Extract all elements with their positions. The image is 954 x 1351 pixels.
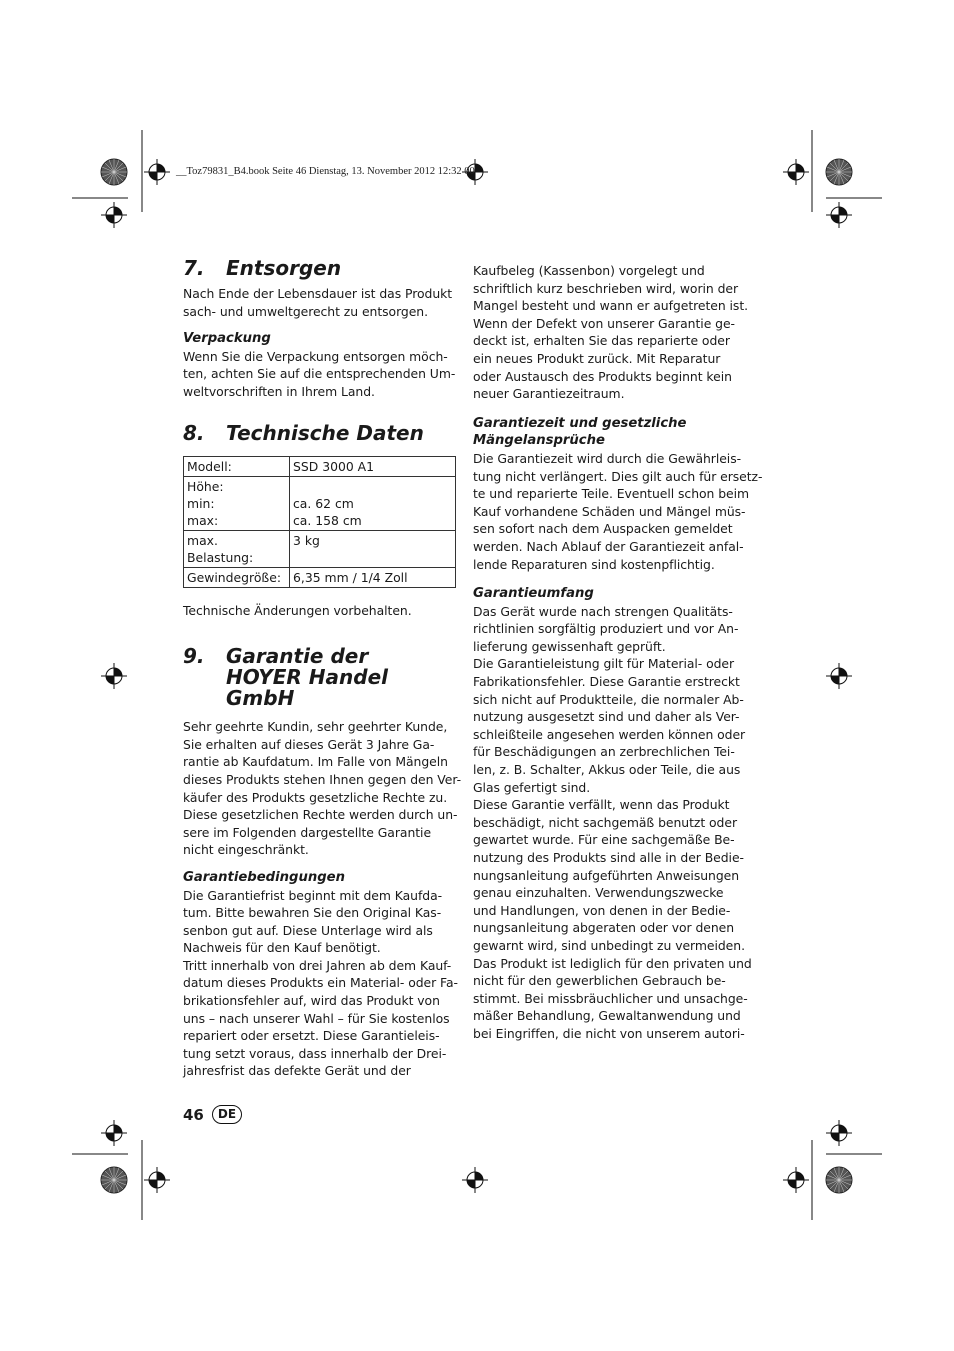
table-value: SSD 3000 A1 [290, 456, 456, 476]
page-number: 46 [183, 1105, 204, 1124]
text-line: Wenn Sie die Verpackung entsorgen möch- [183, 348, 448, 364]
section-7-heading [183, 258, 458, 279]
text-line: mäßer Behandlung, Gewaltanwendung und [473, 1008, 741, 1024]
key-line: max: [187, 512, 219, 528]
text-line: tum. Bitte bewahren Sie den Original Kas- [183, 905, 442, 921]
key-line: Höhe: [187, 478, 224, 494]
section-8-heading [183, 420, 458, 445]
text-line: brikationsfehler auf, wird das Produkt von [183, 993, 440, 1009]
text-line: lieferung gewissenhaft geprüft. [473, 638, 666, 654]
text-line: weltvorschriften in Ihrem Land. [183, 383, 375, 399]
text-line: uns – nach unserer Wahl – für Sie kostenlos [183, 1010, 450, 1026]
text-line: tung nicht verlängert. Dies gilt auch für ersetz- [473, 468, 763, 484]
text-line: ten, achten Sie auf die entsprechenden Um- [183, 366, 456, 382]
key-line: min: [187, 495, 215, 511]
table-key: Modell: [184, 456, 290, 476]
table-row [184, 567, 456, 587]
text-line: bei Eingriffen, die nicht von unserem autori- [473, 1025, 745, 1041]
text-line: Das Gerät wurde nach strengen Qualitäts- [473, 603, 733, 619]
table-row [184, 476, 456, 530]
text-line: te und reparierte Teile. Eventuell schon beim [473, 486, 750, 502]
text-line: oder Austausch des Produkts beginnt kein [473, 368, 732, 384]
text-line: richtlinien sorgfältig produziert und vor An- [473, 621, 739, 637]
text-line: sen sofort nach dem Auspacken gemeldet [473, 521, 733, 537]
table-row [184, 530, 456, 567]
text-line: Kauf vorhandene Schäden und Mängel müs- [473, 503, 746, 519]
text-line: jahresfrist das defekte Gerät und der [183, 1063, 411, 1079]
text-line: Glas gefertigt sind. [473, 779, 591, 795]
text-line: senbon gut auf. Diese Unterlage wird als [183, 922, 433, 938]
garantiebedingungen-body [183, 887, 458, 1081]
section-number: 9. [183, 644, 205, 669]
text-line: käufer des Produkts gesetzliche Rechte zu. [183, 789, 448, 805]
subsection-heading: Verpackung [183, 331, 271, 347]
section-number: 8. [183, 420, 205, 445]
text-line: gewarnt wird, sind unbedingt zu vermeiden. [473, 937, 745, 953]
text-line: schriftlich kurz beschrieben wird, worin der [473, 280, 739, 296]
table-key: max. Belastung: [184, 530, 290, 567]
print-slug: __Toz79831_B4.book Seite 46 Dienstag, 13. November 2012 12:32 00 [176, 166, 475, 177]
text-line: Das Produkt ist lediglich für den privaten und [473, 955, 752, 971]
text-line: genau einzuhalten. Verwendungszwecke [473, 885, 724, 901]
text-line: schleißteile angesehen werden können oder [473, 726, 746, 742]
text-line: Nach Ende der Lebensdauer ist das Produkt [183, 286, 453, 301]
text-line: Die Garantiezeit wird durch die Gewährleis- [473, 450, 742, 466]
text-line: Tritt innerhalb von drei Jahren ab dem Kauf- [183, 957, 452, 973]
text-line: Diese Garantie verfällt, wenn das Produkt [473, 797, 730, 813]
text-line: sere im Folgenden dargestellte Garantie [183, 824, 432, 840]
section-number: 7. [183, 256, 205, 280]
text-line: sach- und umweltgerecht zu entsorgen. [183, 303, 428, 319]
text-line: Diese gesetzlichen Rechte werden durch un- [183, 807, 458, 823]
text-line: nungsanleitung aufgeführten Anweisungen [473, 867, 740, 883]
language-badge: DE [212, 1105, 242, 1124]
section-7-body [183, 285, 458, 320]
text-line: Kaufbeleg (Kassenbon) vorgelegt und [473, 263, 705, 278]
heading-line: Mängelansprüche [473, 433, 605, 449]
section-title: Entsorgen [226, 256, 342, 280]
value-line: ca. 158 cm [293, 512, 362, 528]
spec-table [183, 456, 456, 588]
page-footer [183, 1105, 242, 1124]
text-line: nicht für den gewerblichen Gebrauch be- [473, 973, 726, 989]
text-line: beschädigt, nicht sachgemäß benutzt oder [473, 814, 737, 830]
value-line: ca. 62 cm [293, 495, 354, 511]
text-line: lende Reparaturen sind kostenpflichtig. [473, 556, 715, 572]
text-line: nutzung ausgesetzt sind und daher als Ver- [473, 709, 740, 725]
text-line: sich nicht auf Produktteile, die normaler Ab- [473, 691, 744, 707]
text-line: Sehr geehrte Kundin, sehr geehrter Kunde, [183, 719, 448, 735]
text-line: Sie erhalten auf dieses Gerät 3 Jahre Ga- [183, 736, 435, 752]
table-value: 3 kg [290, 530, 456, 567]
section-title: Technische Daten [226, 420, 424, 445]
garantiezeit-body [473, 450, 763, 573]
text-line: nungsanleitung abgeraten oder vor denen [473, 920, 735, 936]
left-column [183, 256, 461, 1080]
text-line: Die Garantiefrist beginnt mit dem Kaufda- [183, 887, 443, 903]
warranty-continued [473, 262, 753, 403]
text-line: dieses Produkts stehen Ihnen gegen den Ver- [183, 771, 461, 787]
text-line: neuer Garantiezeitraum. [473, 386, 625, 402]
text-line: werden. Nach Ablauf der Garantiezeit anfal- [473, 538, 744, 554]
text-line: für Beschädigungen an zerbrechlichen Tei- [473, 744, 735, 760]
text-line: len, z. B. Schalter, Akkus oder Teile, die aus [473, 762, 741, 778]
garantieumfang-body [473, 603, 753, 1043]
section-9-body [183, 718, 461, 859]
text-line: stimmt. Bei missbräuchlicher und unsachge- [473, 990, 748, 1006]
text-line: deckt ist, erhalten Sie das reparierte oder [473, 333, 730, 349]
text-line: Fabrikationsfehler. Diese Garantie erstreckt [473, 674, 740, 690]
title-line: HOYER Handel GmbH [226, 665, 389, 711]
text-line: datum dieses Produkts ein Material- oder Fa- [183, 975, 458, 991]
text-line: ein neues Produkt zurück. Mit Reparatur [473, 350, 721, 366]
section-9-heading [183, 646, 458, 709]
heading-line: Garantiezeit und gesetzliche [473, 415, 687, 431]
text-line: und Handlungen, von denen in der Bedie- [473, 902, 731, 918]
table-key [184, 476, 290, 530]
table-value: 6,35 mm / 1/4 Zoll [290, 567, 456, 587]
subsection-heading: Garantieumfang [473, 586, 594, 602]
text-line: nicht eingeschränkt. [183, 842, 309, 858]
text-line: tung setzt voraus, dass innerhalb der Drei- [183, 1045, 447, 1061]
text-line: Wenn der Defekt von unserer Garantie ge- [473, 315, 735, 331]
text-line: gewartet wurde. Für eine sachgemäße Be- [473, 832, 735, 848]
verpackung-body [183, 348, 458, 401]
subsection-heading: Garantiebedingungen [183, 869, 346, 885]
text-line: Die Garantieleistung gilt für Material- oder [473, 656, 735, 672]
table-key: Gewindegröße: [184, 567, 290, 587]
text-line: Nachweis für den Kauf benötigt. [183, 940, 381, 956]
table-row [184, 456, 456, 476]
section-title [226, 646, 458, 709]
text-line: rantie ab Kaufdatum. Im Falle von Mängeln [183, 754, 448, 770]
text-line: Mangel besteht und wann er aufgetreten ist. [473, 298, 749, 314]
text-line: repariert oder ersetzt. Diese Garantieleis- [183, 1028, 440, 1044]
table-note: Technische Änderungen vorbehalten. [183, 602, 412, 618]
value-line [293, 478, 452, 495]
right-column [473, 262, 763, 1043]
text-line: nutzung des Produkts sind alle in der Bedie- [473, 850, 744, 865]
title-line: Garantie der [226, 644, 369, 669]
table-value [290, 476, 456, 530]
subsection-heading [473, 415, 753, 450]
